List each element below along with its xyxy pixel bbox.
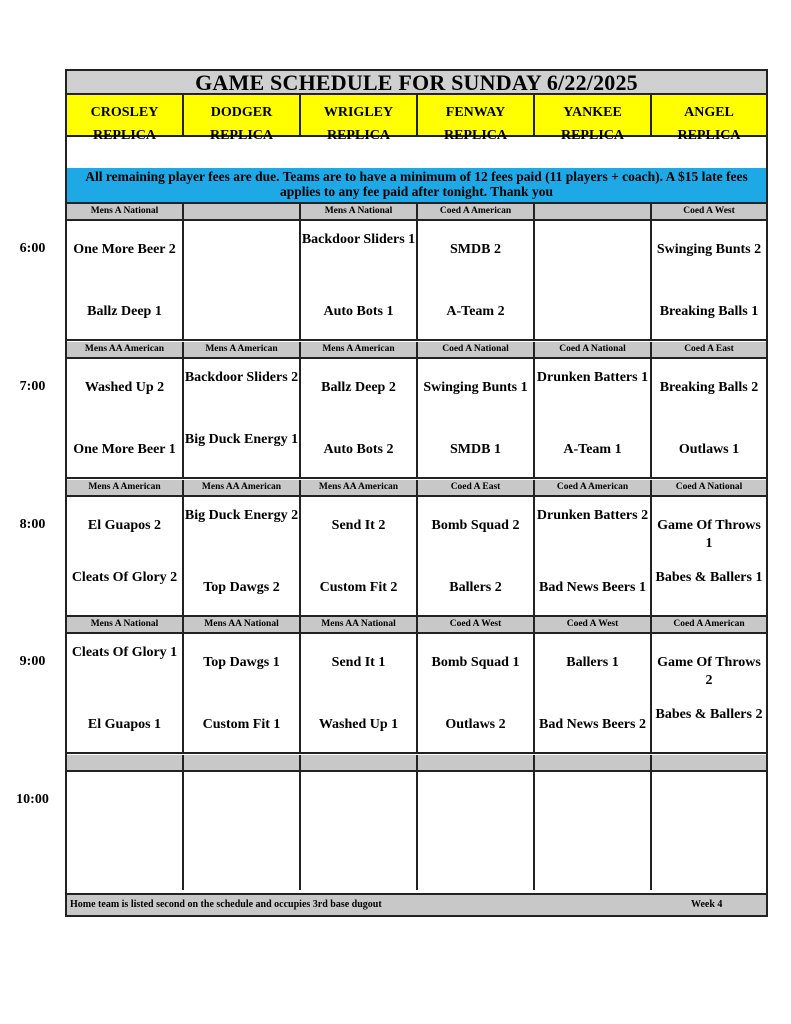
home-team: El Guapos 1 [87, 717, 162, 732]
home-team: Big Duck Energy 1 [184, 432, 299, 447]
division-label [301, 755, 418, 770]
home-team: Bad News Beers 2 [539, 717, 646, 732]
division-label: Mens AA National [184, 617, 301, 632]
away-team: Swinging Bunts 1 [423, 380, 528, 395]
away-team: Top Dawgs 1 [203, 655, 280, 670]
division-row [67, 204, 766, 221]
game-cell [301, 634, 418, 752]
home-team: Cleats Of Glory 2 [71, 570, 178, 585]
away-team: El Guapos 2 [87, 518, 162, 533]
away-team: Cleats Of Glory 1 [71, 645, 178, 660]
game-cell [67, 634, 184, 752]
home-team: Outlaws 2 [445, 717, 506, 732]
home-team: Babes & Ballers 2 [655, 707, 763, 722]
home-team: A-Team 2 [446, 304, 505, 319]
home-team: Custom Fit 2 [319, 580, 398, 595]
home-team: Ballers 2 [449, 580, 502, 595]
game-cell [535, 634, 652, 752]
division-label: Mens AA American [184, 480, 301, 495]
game-row [67, 772, 766, 890]
division-label: Mens AA American [301, 480, 418, 495]
division-label: Coed A American [535, 480, 652, 495]
field-header-row [67, 95, 766, 143]
field-name: DODGER [210, 105, 273, 120]
game-cell [301, 221, 418, 339]
away-team: Bomb Squad 2 [431, 518, 520, 533]
game-cell [301, 772, 418, 890]
away-team: Big Duck Energy 2 [184, 508, 299, 523]
division-label: Mens A American [184, 342, 301, 357]
field-subtitle: REPLICA [209, 128, 273, 143]
division-label: Mens A National [67, 617, 184, 632]
footer-note: Home team is listed second on the schedule and occupies 3rd base dugout [70, 899, 382, 910]
home-team: One More Beer 1 [73, 442, 176, 457]
game-cell [301, 497, 418, 615]
time-slot-label: 9:00 [19, 654, 46, 669]
game-cell [184, 221, 301, 339]
home-team: Babes & Ballers 1 [655, 570, 763, 585]
away-team: Bomb Squad 1 [431, 655, 520, 670]
away-team: Washed Up 2 [84, 380, 165, 395]
away-team: Swinging Bunts 2 [656, 242, 762, 257]
home-team: Auto Bots 2 [323, 442, 394, 457]
game-cell [652, 221, 766, 339]
away-team: Game Of Throws 2 [657, 655, 761, 688]
home-team: Auto Bots 1 [323, 304, 394, 319]
away-team: Send It 2 [331, 518, 386, 533]
field-name: ANGEL [684, 105, 734, 120]
division-label: Mens A American [67, 480, 184, 495]
away-team: Backdoor Sliders 2 [184, 370, 299, 385]
game-cell [67, 359, 184, 477]
division-label: Mens A National [301, 204, 418, 219]
home-team: Custom Fit 1 [202, 717, 281, 732]
game-cell [652, 359, 766, 477]
division-row [67, 480, 766, 497]
field-header-yankee [535, 95, 652, 143]
home-team: Outlaws 1 [678, 442, 740, 457]
division-label [535, 204, 652, 219]
division-row [67, 342, 766, 359]
away-team: Ballz Deep 2 [321, 380, 396, 395]
division-label: Coed A East [684, 344, 734, 354]
division-label: Coed A West [535, 617, 652, 632]
game-cell [418, 221, 535, 339]
home-team: A-Team 1 [563, 442, 622, 457]
game-cell [652, 634, 766, 752]
game-cell [652, 772, 766, 890]
home-team: Ballz Deep 1 [87, 304, 162, 319]
division-row [67, 755, 766, 772]
away-team: Breaking Balls 2 [659, 380, 759, 395]
away-team: Backdoor Sliders 1 [301, 232, 416, 247]
home-team: Breaking Balls 1 [659, 304, 759, 319]
game-row [67, 497, 766, 617]
division-label: Coed A American [673, 619, 745, 629]
game-cell [67, 497, 184, 615]
away-team: Send It 1 [331, 655, 386, 670]
division-label: Coed A West [418, 617, 535, 632]
game-cell [418, 772, 535, 890]
game-row [67, 359, 766, 479]
schedule-sheet [65, 69, 768, 917]
time-slot-label: 8:00 [19, 517, 46, 532]
division-label: Mens AA National [301, 617, 418, 632]
game-cell [418, 497, 535, 615]
division-label: Coed A National [418, 342, 535, 357]
fee-notice: All remaining player fees are due. Teams are to have a minimum of 12 fees paid (11 players + coach). A $15 late fees applies to any fee paid after tonight. Thank you [67, 168, 766, 204]
division-label [652, 755, 766, 770]
field-name: WRIGLEY [323, 105, 394, 120]
home-team: Washed Up 1 [318, 717, 399, 732]
home-team: Top Dawgs 2 [203, 580, 280, 595]
week-label: Week 4 [691, 899, 723, 910]
game-cell [652, 497, 766, 615]
division-label: Coed A East [418, 480, 535, 495]
division-label [184, 755, 301, 770]
field-header-crosley [67, 95, 184, 143]
division-label [418, 755, 535, 770]
field-subtitle: REPLICA [326, 128, 390, 143]
away-team: Game Of Throws 1 [657, 518, 761, 551]
footer [67, 893, 766, 915]
page-title: GAME SCHEDULE FOR SUNDAY 6/22/2025 [67, 71, 766, 95]
home-team: Bad News Beers 1 [539, 580, 646, 595]
field-subtitle: REPLICA [560, 128, 624, 143]
time-slot-label: 10:00 [16, 792, 49, 807]
away-team: One More Beer 2 [73, 242, 176, 257]
division-label [184, 204, 301, 219]
game-cell [535, 359, 652, 477]
field-header-wrigley [301, 95, 418, 143]
division-label: Mens A American [301, 342, 418, 357]
away-team: Drunken Batters 1 [536, 370, 649, 385]
division-label: Coed A American [418, 204, 535, 219]
field-header-angel [652, 95, 766, 143]
game-cell [184, 772, 301, 890]
division-label: Mens AA American [67, 342, 184, 357]
game-cell [67, 221, 184, 339]
field-name: CROSLEY [90, 105, 159, 120]
game-cell [301, 359, 418, 477]
field-header-dodger [184, 95, 301, 143]
field-subtitle: REPLICA [443, 128, 507, 143]
field-header-fenway [418, 95, 535, 143]
game-cell [535, 221, 652, 339]
game-cell [418, 359, 535, 477]
division-label: Mens A National [67, 204, 184, 219]
home-team: SMDB 1 [450, 442, 501, 457]
division-label: Coed A National [535, 342, 652, 357]
game-row [67, 221, 766, 341]
time-slot-label: 7:00 [19, 379, 46, 394]
away-team: SMDB 2 [450, 242, 501, 257]
away-team: Drunken Batters 2 [536, 508, 649, 523]
game-cell [184, 497, 301, 615]
field-name: YANKEE [563, 105, 622, 120]
game-cell [535, 497, 652, 615]
game-cell [418, 634, 535, 752]
game-row [67, 634, 766, 754]
away-team: Ballers 1 [566, 655, 619, 670]
division-label: Coed A West [683, 206, 735, 216]
game-cell [184, 359, 301, 477]
division-label [67, 755, 184, 770]
division-row [67, 617, 766, 634]
time-slot-label: 6:00 [19, 241, 46, 256]
field-subtitle: REPLICA [92, 128, 156, 143]
game-cell [67, 772, 184, 890]
game-cell [535, 772, 652, 890]
field-subtitle: REPLICA [677, 128, 741, 143]
field-name: FENWAY [445, 105, 506, 120]
division-label [535, 755, 652, 770]
game-cell [184, 634, 301, 752]
division-label: Coed A National [675, 482, 743, 492]
